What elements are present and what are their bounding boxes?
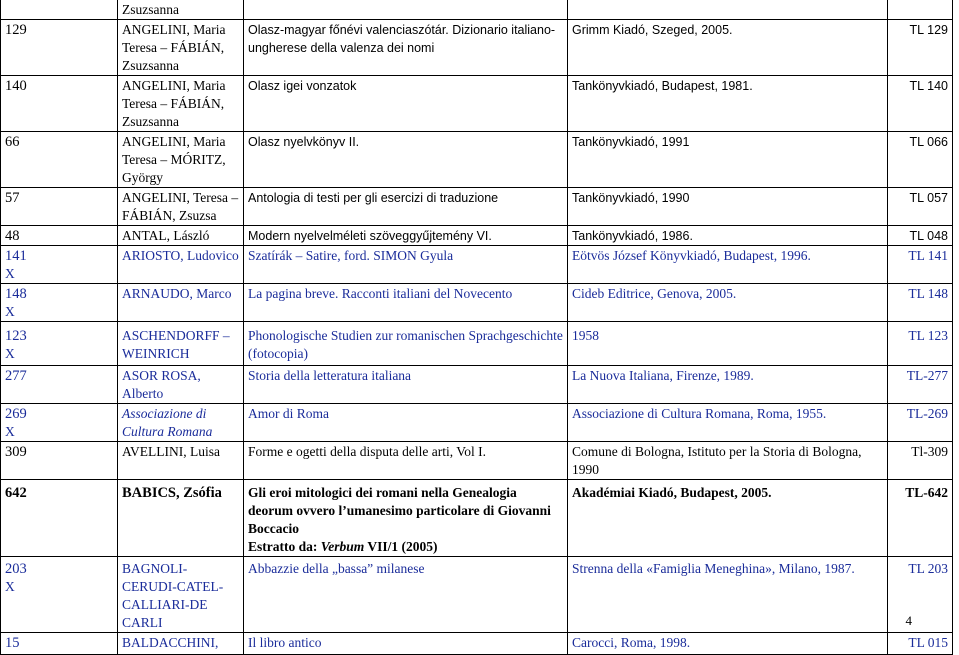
- publisher-cell: Tankönyvkiadó, Budapest, 1981.: [568, 76, 888, 132]
- title-cell: Olasz nyelvkönyv II.: [244, 132, 568, 188]
- publisher-cell: Cideb Editrice, Genova, 2005.: [568, 284, 888, 322]
- row-number-cell: 123 X: [1, 322, 118, 366]
- title-text: Gli eroi mitologici dei romani nella Genealogia deorum ovvero l’umanesimo particolare di Giovanni Boccacio: [248, 485, 551, 536]
- table-row: [1, 442, 953, 480]
- publisher-cell: Tankönyvkiadó, 1991: [568, 132, 888, 188]
- title-cell: Amor di Roma: [244, 404, 568, 442]
- tl-code-cell: TL 140: [888, 76, 953, 132]
- table-row: [1, 480, 953, 557]
- row-number-cell: 129: [1, 20, 118, 76]
- table-row: [1, 188, 953, 226]
- author-cell: BABICS, Zsófia: [118, 480, 244, 557]
- title-cell: Forme e ogetti della disputa delle arti, Vol I.: [244, 442, 568, 480]
- title-cell: Il libro antico: [244, 633, 568, 655]
- row-number-cell: 141 X: [1, 246, 118, 284]
- tl-code-cell: TL 057: [888, 188, 953, 226]
- table-row: [1, 366, 953, 404]
- row-number-cell: [1, 0, 118, 20]
- tl-code-cell: TL 015: [888, 633, 953, 655]
- title-cell: Modern nyelvelméleti szöveggyűjtemény VI.: [244, 226, 568, 246]
- tl-code-cell: TL 141: [888, 246, 953, 284]
- tl-code-cell: [888, 0, 953, 20]
- page-number: 4: [905, 613, 912, 628]
- table-row: [1, 246, 953, 284]
- x-mark: X: [5, 266, 15, 281]
- journal-name: Verbum: [320, 539, 365, 554]
- title-cell: Olasz-magyar főnévi valenciaszótár. Dizionario italiano-ungherese della valenza dei nomi: [244, 20, 568, 76]
- title-cell: La pagina breve. Racconti italiani del Novecento: [244, 284, 568, 322]
- author-cell: ANTAL, László: [118, 226, 244, 246]
- row-number-cell: 15: [1, 633, 118, 655]
- row-number-cell: 66: [1, 132, 118, 188]
- table-row: [1, 557, 953, 633]
- author-cell: ASOR ROSA, Alberto: [118, 366, 244, 404]
- publisher-cell: Associazione di Cultura Romana, Roma, 1955.: [568, 404, 888, 442]
- publisher-cell: 1958: [568, 322, 888, 366]
- author-cell: ANGELINI, Maria Teresa – FÁBIÁN, Zsuzsanna: [118, 20, 244, 76]
- tl-code-cell: TL 048: [888, 226, 953, 246]
- table-row: [1, 404, 953, 442]
- x-mark: X: [5, 579, 15, 594]
- tl-code-cell: TL 123: [888, 322, 953, 366]
- publisher-cell: Carocci, Roma, 1998.: [568, 633, 888, 655]
- publisher-cell: Akadémiai Kiadó, Budapest, 2005.: [568, 480, 888, 557]
- publisher-cell: Tankönyvkiadó, 1990: [568, 188, 888, 226]
- title-cell: [244, 480, 568, 557]
- author-cell: AVELLINI, Luisa: [118, 442, 244, 480]
- title-cell: Phonologische Studien zur romanischen Sprachgeschichte (fotocopia): [244, 322, 568, 366]
- author-cell: Zsuzsanna: [118, 0, 244, 20]
- row-number-cell: 309: [1, 442, 118, 480]
- tl-code-cell: TL 066: [888, 132, 953, 188]
- x-mark: X: [5, 304, 15, 319]
- table-row: [1, 322, 953, 366]
- row-number-cell: 203 X: [1, 557, 118, 633]
- row-number-cell: 57: [1, 188, 118, 226]
- publisher-cell: Comune di Bologna, Istituto per la Storia di Bologna, 1990: [568, 442, 888, 480]
- author-cell: ARNAUDO, Marco: [118, 284, 244, 322]
- author-cell: ANGELINI, Maria Teresa – MÓRITZ, György: [118, 132, 244, 188]
- publisher-cell: Strenna della «Famiglia Meneghina», Milano, 1987.: [568, 557, 888, 633]
- title-cell: Abbazzie della „bassa” milanese: [244, 557, 568, 633]
- author-cell: ANGELINI, Teresa – FÁBIÁN, Zsuzsa: [118, 188, 244, 226]
- tl-code-cell: Tl-309: [888, 442, 953, 480]
- publisher-cell: Eötvös József Könyvkiadó, Budapest, 1996.: [568, 246, 888, 284]
- author-cell: BALDACCHINI,: [118, 633, 244, 655]
- tl-code-cell: TL 148: [888, 284, 953, 322]
- tl-code-cell: TL-277: [888, 366, 953, 404]
- tl-code-cell: TL 129: [888, 20, 953, 76]
- title-cell: Storia della letteratura italiana: [244, 366, 568, 404]
- author-cell: ANGELINI, Maria Teresa – FÁBIÁN, Zsuzsanna: [118, 76, 244, 132]
- author-cell: ARIOSTO, Ludovico: [118, 246, 244, 284]
- tl-code-cell: TL-269: [888, 404, 953, 442]
- x-mark: X: [5, 346, 15, 361]
- table-row: [1, 226, 953, 246]
- title-cell: Olasz igei vonzatok: [244, 76, 568, 132]
- table-row: [1, 633, 953, 655]
- row-number-cell: 277: [1, 366, 118, 404]
- table-row: [1, 132, 953, 188]
- row-number-cell: 48: [1, 226, 118, 246]
- extract-prefix: Estratto da:: [248, 539, 321, 554]
- publisher-cell: Tankönyvkiadó, 1986.: [568, 226, 888, 246]
- row-number-cell: 269 X: [1, 404, 118, 442]
- tl-code-cell: TL-642: [888, 480, 953, 557]
- table-row: [1, 284, 953, 322]
- table-row: [1, 76, 953, 132]
- row-number-cell: 140: [1, 76, 118, 132]
- author-cell: BAGNOLI-CERUDI-CATEL-CALLIARI-DE CARLI: [118, 557, 244, 633]
- title-cell: Szatírák – Satire, ford. SIMON Gyula: [244, 246, 568, 284]
- author-cell: Associazione di Cultura Romana: [118, 404, 244, 442]
- row-number-cell: 642: [1, 480, 118, 557]
- title-cell: Antologia di testi per gli esercizi di traduzione: [244, 188, 568, 226]
- table-row: [1, 20, 953, 76]
- author-cell: ASCHENDORFF – WEINRICH: [118, 322, 244, 366]
- title-cell: [244, 0, 568, 20]
- row-number-cell: 148 X: [1, 284, 118, 322]
- table-row: [1, 0, 953, 20]
- publisher-cell: Grimm Kiadó, Szeged, 2005.: [568, 20, 888, 76]
- tl-code-cell: TL 203: [888, 557, 953, 633]
- publisher-cell: La Nuova Italiana, Firenze, 1989.: [568, 366, 888, 404]
- x-mark: X: [5, 424, 15, 439]
- publisher-cell: [568, 0, 888, 20]
- extract-suffix: VII/1 (2005): [364, 539, 438, 554]
